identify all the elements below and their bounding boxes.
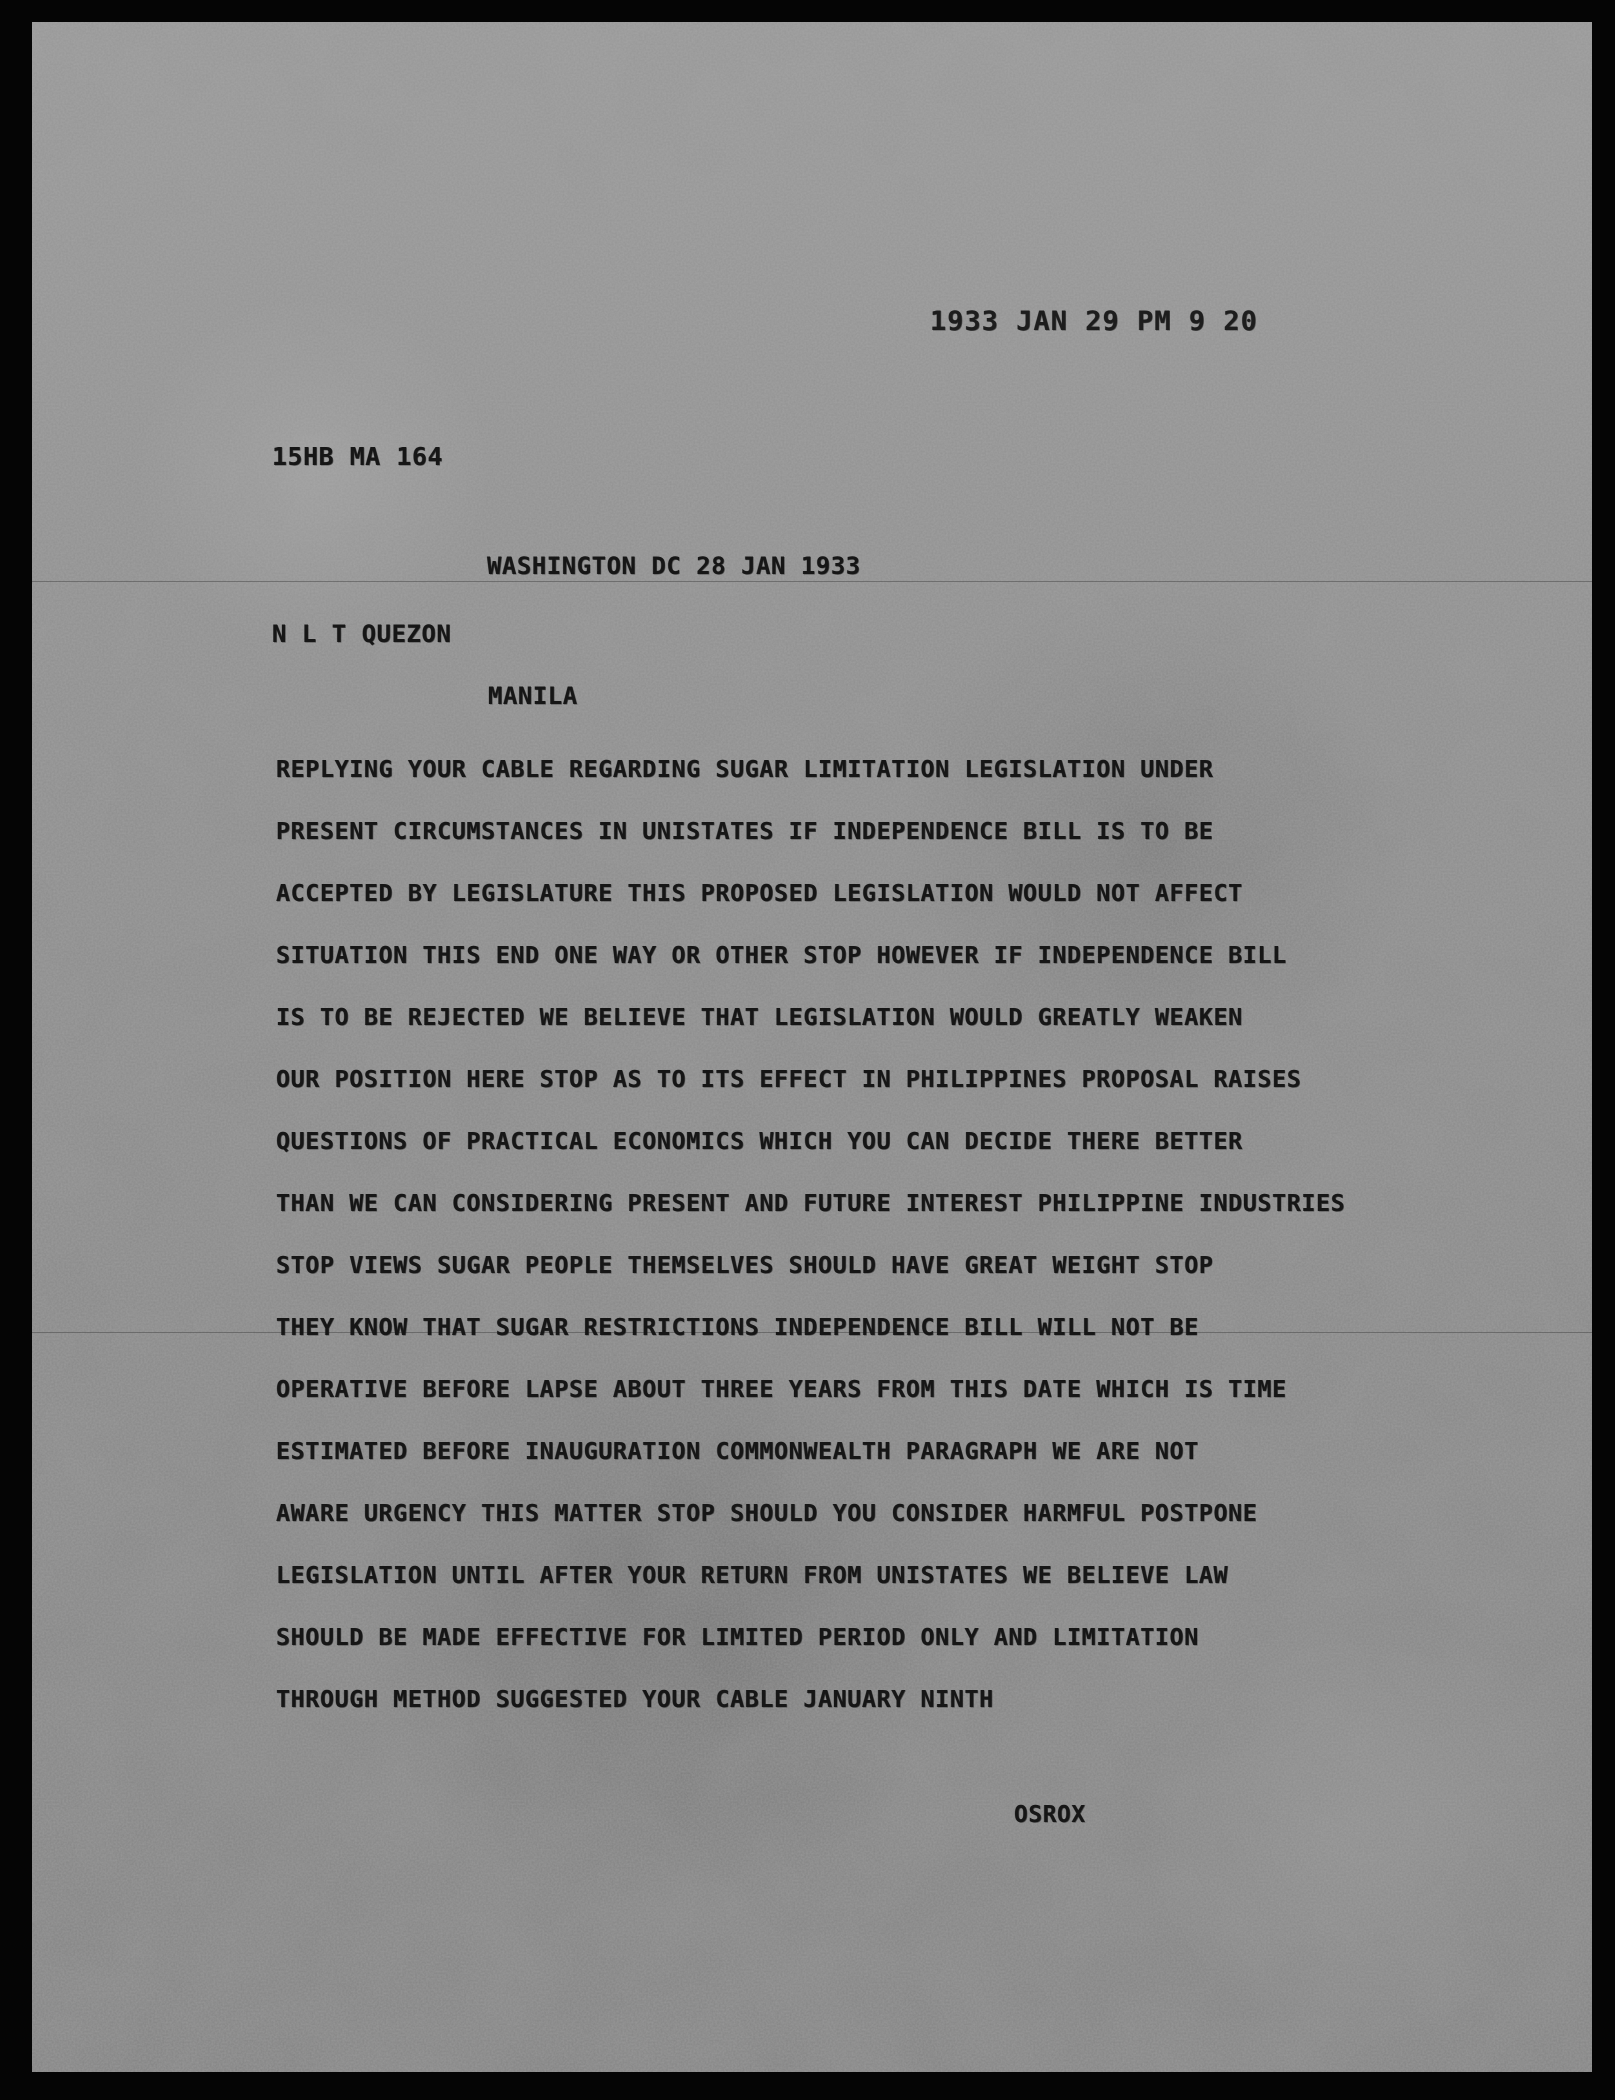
body-line: STOP VIEWS SUGAR PEOPLE THEMSELVES SHOULD HAVE GREAT WEIGHT STOP [276,1251,1214,1279]
addressee-line: N L T QUEZON [272,620,452,648]
addressee-city: MANILA [488,682,578,710]
body-line: AWARE URGENCY THIS MATTER STOP SHOULD YOU CONSIDER HARMFUL POSTPONE [276,1499,1258,1527]
body-line: REPLYING YOUR CABLE REGARDING SUGAR LIMITATION LEGISLATION UNDER [276,755,1214,783]
paper-texture [32,22,1592,2072]
body-line: THAN WE CAN CONSIDERING PRESENT AND FUTURE INTEREST PHILIPPINE INDUSTRIES [276,1189,1346,1217]
body-line: ACCEPTED BY LEGISLATURE THIS PROPOSED LEGISLATION WOULD NOT AFFECT [276,879,1243,907]
body-line: LEGISLATION UNTIL AFTER YOUR RETURN FROM UNISTATES WE BELIEVE LAW [276,1561,1229,1589]
body-line: SITUATION THIS END ONE WAY OR OTHER STOP HOWEVER IF INDEPENDENCE BILL [276,941,1287,969]
body-line: ESTIMATED BEFORE INAUGURATION COMMONWEALTH PARAGRAPH WE ARE NOT [276,1437,1199,1465]
body-line: IS TO BE REJECTED WE BELIEVE THAT LEGISLATION WOULD GREATLY WEAKEN [276,1003,1243,1031]
body-line: OPERATIVE BEFORE LAPSE ABOUT THREE YEARS FROM THIS DATE WHICH IS TIME [276,1375,1287,1403]
timestamp-stamp: 1933 JAN 29 PM 9 20 [930,306,1258,337]
message-code: 15HB MA 164 [272,442,444,471]
body-line: THROUGH METHOD SUGGESTED YOUR CABLE JANUARY NINTH [276,1685,994,1713]
telegram-sheet [32,22,1592,2072]
body-line: QUESTIONS OF PRACTICAL ECONOMICS WHICH YOU CAN DECIDE THERE BETTER [276,1127,1243,1155]
signature: OSROX [1014,1802,1086,1828]
body-line: PRESENT CIRCUMSTANCES IN UNISTATES IF INDEPENDENCE BILL IS TO BE [276,817,1214,845]
body-line: OUR POSITION HERE STOP AS TO ITS EFFECT IN PHILIPPINES PROPOSAL RAISES [276,1065,1302,1093]
body-line: SHOULD BE MADE EFFECTIVE FOR LIMITED PERIOD ONLY AND LIMITATION [276,1623,1199,1651]
body-line: THEY KNOW THAT SUGAR RESTRICTIONS INDEPENDENCE BILL WILL NOT BE [276,1313,1199,1341]
origin-line: WASHINGTON DC 28 JAN 1933 [487,552,861,580]
paper-crease [32,581,1592,582]
